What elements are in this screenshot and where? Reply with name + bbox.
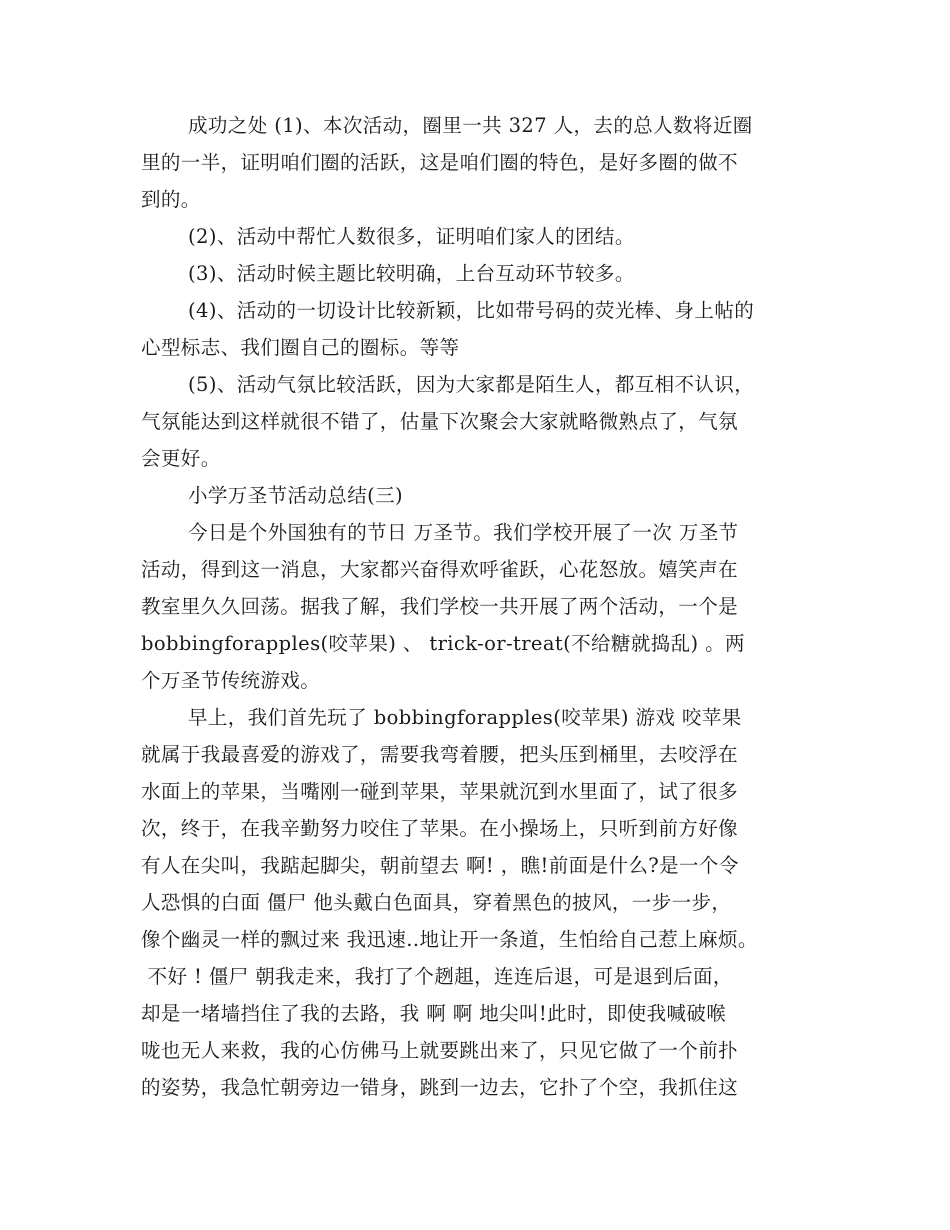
text-line: 咙也无人来救，我的心仿佛马上就要跳出来了，只见它做了一个前扑 — [141, 1039, 739, 1062]
text-line: 今日是个外国独有的节日 万圣节。我们学校开展了一次 万圣节 — [188, 521, 739, 544]
text-line: 像个幽灵一样的飘过来 我迅速..地让开一条道，生怕给自己惹上麻烦。 — [141, 928, 758, 951]
text-line: 成功之处 (1)、本次活动，圈里一共 327 人，去的总人数将近圈 — [188, 114, 753, 137]
text-line: (3)、活动时候主题比较明确，上台互动环节较多。 — [188, 262, 635, 285]
text-line: 早上，我们首先玩了 bobbingforapples(咬苹果) 游戏 咬苹果 — [188, 706, 742, 729]
section-heading: 小学万圣节活动总结(三) — [188, 484, 404, 507]
text-line: 次，终于，在我辛勤努力咬住了苹果。在小操场上，只听到前方好像 — [141, 817, 739, 840]
text-line: 不好 ! 僵尸 朝我走来，我打了个趔趄，连连后退，可是退到后面， — [141, 965, 733, 988]
text-line: 心型标志、我们圈自己的圈标。等等 — [141, 336, 460, 359]
text-line: 活动，得到这一消息，大家都兴奋得欢呼雀跃，心花怒放。嬉笑声在 — [141, 558, 739, 581]
text-line: 会更好。 — [141, 447, 221, 470]
text-line: bobbingforapples(咬苹果) 、 trick-or-treat(不给糖就捣乱) 。两 — [141, 632, 745, 655]
text-line: 气氛能达到这样就很不错了，估量下次聚会大家就略微熟点了，气氛 — [141, 410, 739, 433]
text-line: 有人在尖叫，我踮起脚尖，朝前望去 啊! ，瞧!前面是什么?是一个令 — [141, 854, 739, 877]
text-line: (2)、活动中帮忙人数很多，证明咱们家人的团结。 — [188, 225, 635, 248]
text-line: (4)、活动的一切设计比较新颖，比如带号码的荧光棒、身上帖的 — [188, 299, 755, 322]
text-line: 到的。 — [141, 188, 201, 211]
text-line: 人恐惧的白面 僵尸 他头戴白色面具，穿着黑色的披风，一步一步， — [141, 891, 732, 914]
text-line: 个万圣节传统游戏。 — [141, 669, 321, 692]
text-line: 却是一堵墙挡住了我的去路，我 啊 啊 地尖叫!此时，即使我喊破喉 — [141, 1002, 727, 1025]
text-line: 水面上的苹果，当嘴刚一碰到苹果，苹果就沉到水里面了，试了很多 — [141, 780, 739, 803]
text-line: 教室里久久回荡。据我了解，我们学校一共开展了两个活动，一个是 — [141, 595, 739, 618]
text-line: (5)、活动气氛比较活跃，因为大家都是陌生人，都互相不认识， — [188, 373, 755, 396]
text-line: 的姿势，我急忙朝旁边一错身，跳到一边去，它扑了个空，我抓住这 — [141, 1076, 739, 1099]
text-line: 里的一半，证明咱们圈的活跃，这是咱们圈的特色，是好多圈的做不 — [141, 151, 739, 174]
text-line: 就属于我最喜爱的游戏了，需要我弯着腰，把头压到桶里，去咬浮在 — [141, 743, 739, 766]
